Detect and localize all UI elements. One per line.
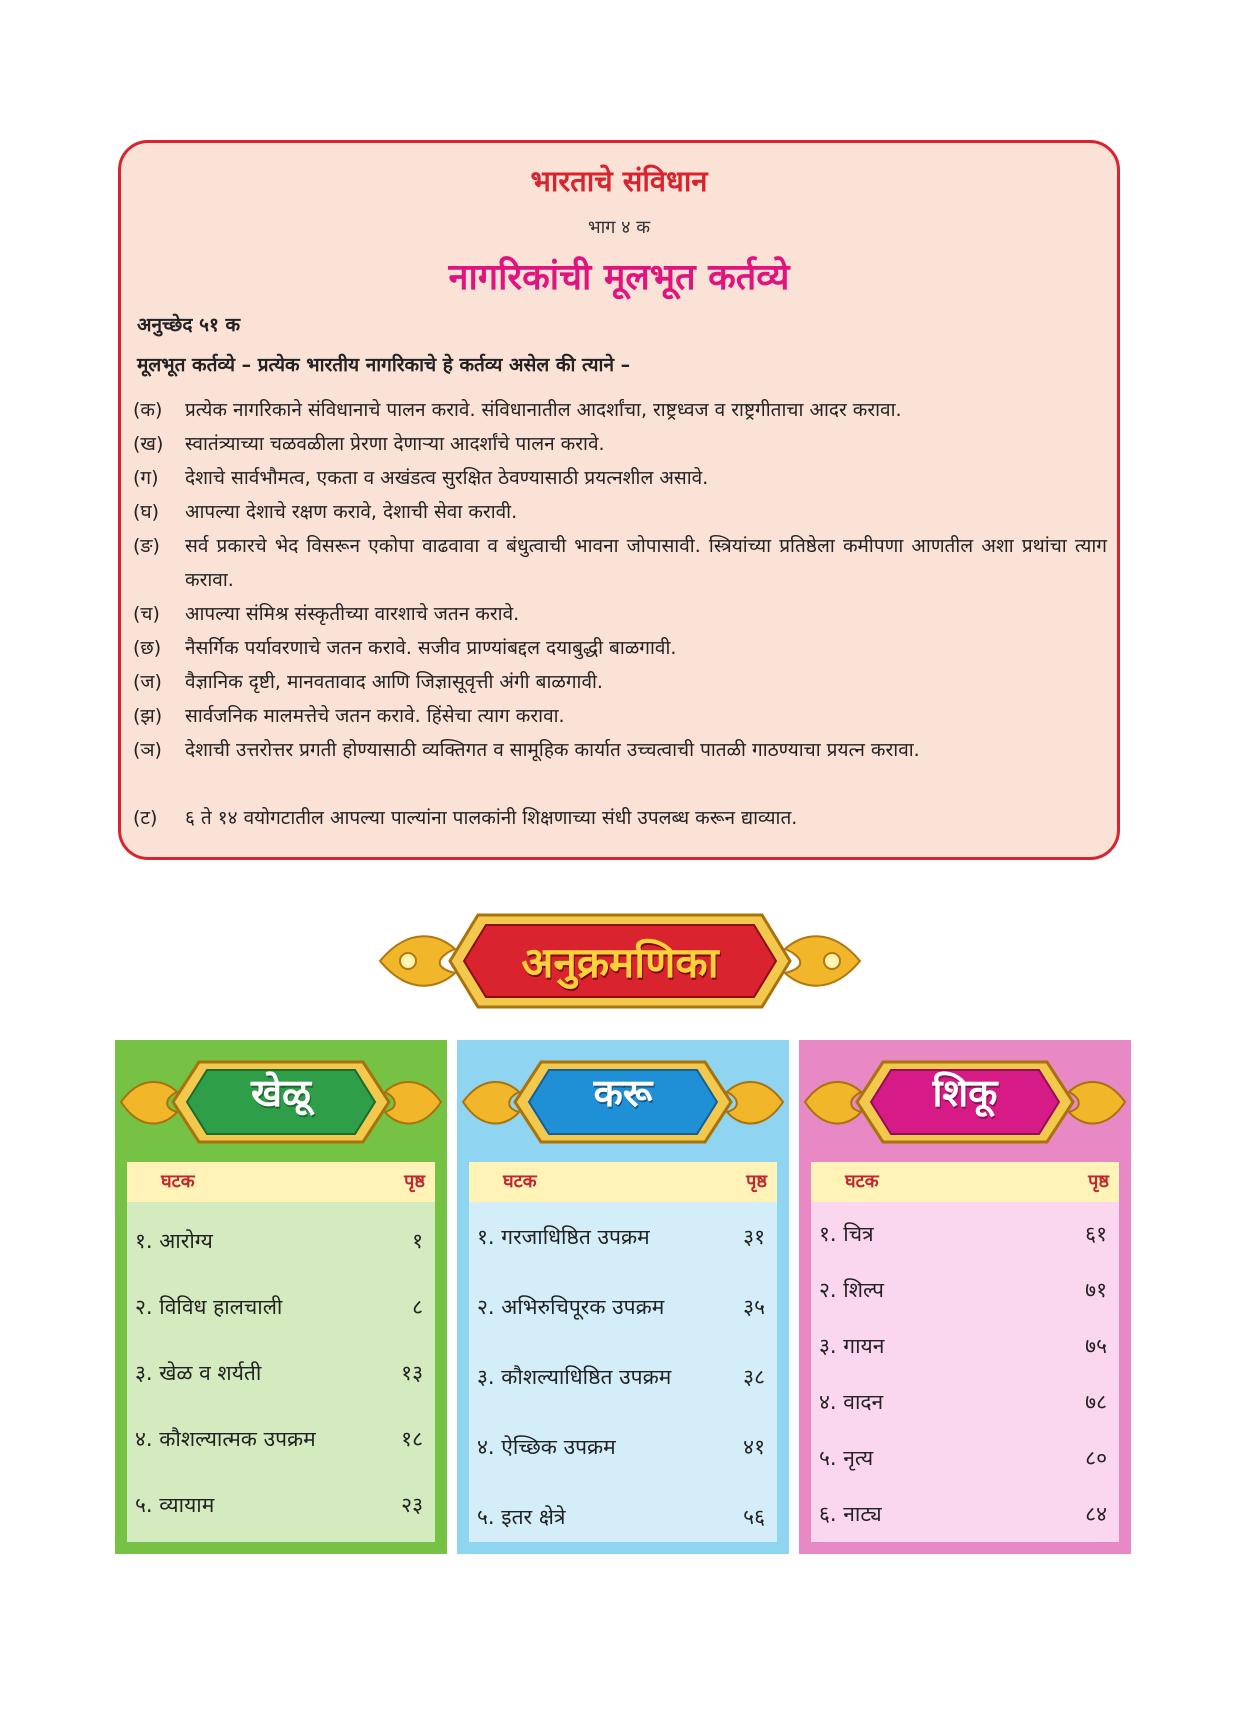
row-label: ३. गायन [819, 1334, 885, 1358]
index-row[interactable] [469, 1202, 777, 1272]
index-row[interactable] [469, 1412, 777, 1482]
row-page: ३५ [743, 1295, 765, 1319]
row-label: ५. व्यायाम [135, 1493, 215, 1517]
duty-item [133, 631, 1107, 665]
section-table [469, 1162, 777, 1542]
section-title: खेळू [251, 1071, 311, 1115]
header-page: पृष्ठ [746, 1171, 767, 1192]
row-page: ८० [1085, 1446, 1107, 1470]
section-panel-karu [457, 1040, 789, 1554]
index-row[interactable] [469, 1342, 777, 1412]
row-label: ५. नृत्य [819, 1446, 874, 1470]
duty-item [133, 597, 1107, 631]
duty-marker: (क) [133, 399, 163, 421]
header-unit: घटक [503, 1171, 537, 1192]
index-row[interactable] [127, 1208, 435, 1274]
duty-item [133, 699, 1107, 733]
index-row[interactable] [811, 1206, 1119, 1262]
section-panel-khelu [115, 1040, 447, 1554]
duty-marker: (च) [133, 603, 160, 625]
header-unit: घटक [845, 1171, 879, 1192]
row-label: २. अभिरुचिपूरक उपक्रम [477, 1295, 665, 1319]
row-page: ६१ [1085, 1222, 1107, 1246]
index-row[interactable] [811, 1486, 1119, 1542]
row-page: ४१ [743, 1435, 765, 1459]
duty-marker: (छ) [133, 637, 162, 659]
row-page: १८ [401, 1427, 423, 1451]
row-page: ५६ [743, 1505, 765, 1529]
row-label: ४. वादन [819, 1390, 884, 1414]
part-label: भाग ४ क [587, 217, 651, 238]
row-page: ७८ [1085, 1390, 1107, 1414]
index-row[interactable] [127, 1406, 435, 1472]
duty-item [133, 529, 1107, 597]
index-row[interactable] [811, 1318, 1119, 1374]
duty-marker: (ट) [133, 807, 158, 829]
duty-item [133, 801, 1107, 835]
duties-heading: नागरिकांची मूलभूत कर्तव्ये [448, 257, 790, 298]
index-row[interactable] [811, 1374, 1119, 1430]
constitution-title: भारताचे संविधान [530, 164, 708, 198]
index-banner [360, 905, 880, 1017]
row-page: ७५ [1085, 1334, 1107, 1358]
duty-marker: (ज) [133, 671, 162, 693]
duty-item [133, 665, 1107, 699]
row-page: १ [412, 1229, 423, 1253]
duty-text: देशाचे सार्वभौमत्व, एकता व अखंडत्व सुरक्षित ठेवण्यासाठी प्रयत्नशील असावे. [185, 467, 709, 489]
duty-marker: (ञ) [133, 739, 162, 761]
duties-list [133, 393, 1107, 835]
row-label: २. शिल्प [819, 1278, 884, 1302]
article-label: अनुच्छेद ५१ क [137, 314, 241, 336]
index-title: अनुक्रमणिका [521, 938, 719, 987]
row-label: १. आरोग्य [135, 1229, 213, 1253]
duty-item [133, 427, 1107, 461]
duty-item [133, 393, 1107, 427]
row-label: २. विविध हालचाली [135, 1295, 283, 1319]
duty-marker: (घ) [133, 501, 160, 523]
row-label: १. चित्र [819, 1222, 874, 1246]
fundamental-duties-box [118, 140, 1120, 860]
duties-intro: मूलभूत कर्तव्ये – प्रत्येक भारतीय नागरिकाचे हे कर्तव्य असेल की त्याने – [137, 354, 631, 376]
section-table [811, 1162, 1119, 1542]
duty-text: देशाची उत्तरोत्तर प्रगती होण्यासाठी व्यक्तिगत व सामूहिक कार्यात उच्चत्वाची पातळी गाठण्याचा प्रयत्न करावा. [185, 739, 920, 761]
row-page: ३८ [743, 1365, 765, 1389]
header-unit: घटक [161, 1171, 195, 1192]
row-label: ४. कौशल्यात्मक उपक्रम [135, 1427, 316, 1451]
row-page: ७१ [1085, 1278, 1107, 1302]
section-table [127, 1162, 435, 1542]
table-header [469, 1162, 777, 1202]
row-label: ४. ऐच्छिक उपक्रम [477, 1435, 616, 1459]
duty-marker: (झ) [133, 705, 163, 727]
section-title: करू [593, 1071, 653, 1115]
duty-text: प्रत्येक नागरिकाने संविधानाचे पालन करावे. संविधानातील आदर्शांचा, राष्ट्रध्वज व राष्ट्रगीताचा आदर करावा. [185, 399, 902, 421]
row-page: १३ [401, 1361, 423, 1385]
duty-text: नैसर्गिक पर्यावरणाचे जतन करावे. सजीव प्राण्यांबद्दल दयाबुद्धी बाळगावी. [185, 637, 677, 659]
row-label: ३. कौशल्याधिष्ठित उपक्रम [477, 1365, 672, 1389]
duty-text: आपल्या देशाचे रक्षण करावे, देशाची सेवा करावी. [185, 501, 518, 523]
row-page: ८४ [1085, 1502, 1107, 1526]
header-page: पृष्ठ [404, 1171, 425, 1192]
index-row[interactable] [469, 1272, 777, 1342]
row-label: ३. खेळ व शर्यती [135, 1361, 262, 1385]
index-row[interactable] [811, 1262, 1119, 1318]
index-row[interactable] [127, 1274, 435, 1340]
duty-text: वैज्ञानिक दृष्टी, मानवतावाद आणि जिज्ञासूवृत्ती अंगी बाळगावी. [185, 671, 603, 693]
duty-text: सर्व प्रकारचे भेद विसरून एकोपा वाढवावा व बंधुत्वाची भावना जोपासावी. स्त्रियांच्या प्रतिष्ठेला कमीपणा आणतील अशा प्रथांचा त्याग करावा. [185, 535, 1107, 591]
duty-item [133, 495, 1107, 529]
index-row[interactable] [811, 1430, 1119, 1486]
row-page: ३१ [743, 1225, 765, 1249]
table-header [811, 1162, 1119, 1202]
row-label: ६. नाट्य [819, 1502, 882, 1526]
section-title: शिकू [932, 1071, 998, 1115]
row-page: २३ [401, 1493, 423, 1517]
index-row[interactable] [469, 1482, 777, 1552]
index-row[interactable] [127, 1472, 435, 1538]
index-row[interactable] [127, 1340, 435, 1406]
header-page: पृष्ठ [1088, 1171, 1109, 1192]
duty-marker: (ख) [133, 433, 164, 455]
duty-item [133, 733, 1107, 801]
row-page: ८ [412, 1295, 423, 1319]
duty-text: सार्वजनिक मालमत्तेचे जतन करावे. हिंसेचा त्याग करावा. [185, 705, 565, 727]
duty-marker: (ङ) [133, 535, 160, 557]
row-label: १. गरजाधिष्ठित उपक्रम [477, 1225, 650, 1249]
table-header [127, 1162, 435, 1202]
row-label: ५. इतर क्षेत्रे [477, 1505, 566, 1529]
duty-text: ६ ते १४ वयोगटातील आपल्या पाल्यांना पालकांनी शिक्षणाच्या संधी उपलब्ध करून द्याव्यात. [185, 807, 798, 829]
duty-text: स्वातंत्र्याच्या चळवळीला प्रेरणा देणाऱ्या आदर्शांचे पालन करावे. [185, 433, 605, 455]
duty-item [133, 461, 1107, 495]
duty-text: आपल्या संमिश्र संस्कृतीच्या वारशाचे जतन करावे. [185, 603, 520, 625]
duty-marker: (ग) [133, 467, 159, 489]
section-panel-shiku [799, 1040, 1131, 1554]
